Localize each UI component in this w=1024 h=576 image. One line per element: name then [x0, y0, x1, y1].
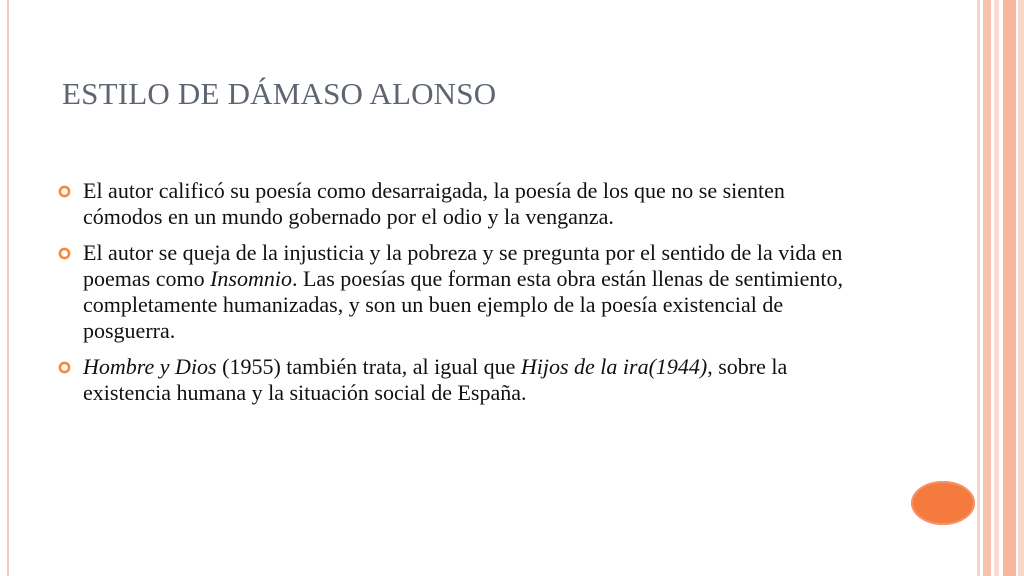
slide-title: ESTILO DE DÁMASO ALONSO: [62, 76, 497, 111]
bullet-list: [62, 178, 862, 416]
ring-bullet-icon: [58, 185, 71, 198]
bullet-text: El autor calificó su poesía como desarraigada, la poesía de los que no se sienten cómodos en un mundo gobernado por el odio y la venganza.: [83, 178, 785, 229]
bullet-text: El autor se queja de la injusticia y la pobreza y se pregunta por el sentido de la vida en poemas como: [83, 240, 843, 291]
decorative-stripe: [977, 0, 980, 576]
ring-bullet-icon: [58, 361, 71, 374]
bullet-item: [62, 178, 862, 230]
bullet-text: . Las poesías que forman esta obra están llenas de sentimiento, completamente humanizadas, y son un buen ejemplo de la poesía existencial de posguerra.: [83, 266, 844, 343]
orange-circle-decoration: [911, 481, 975, 525]
ring-bullet-icon: [58, 247, 71, 260]
work-title-italic: Hijos de la ira(1944): [520, 354, 708, 379]
bullet-item: [62, 240, 862, 344]
decorative-stripe: [983, 0, 991, 576]
work-title-italic: Insomnio: [210, 266, 292, 291]
bullet-item: [62, 354, 862, 406]
bullet-text: (1955) también trata, al igual que: [216, 354, 521, 379]
decorative-stripe: [1018, 0, 1024, 576]
bullet-text: , sobre la existencia humana y la situación social de España.: [83, 354, 788, 405]
decorative-stripe: [994, 0, 999, 576]
work-title-italic: Hombre y Dios: [83, 354, 217, 379]
left-frame-line: [7, 0, 9, 576]
decorative-stripe: [1003, 0, 1016, 576]
